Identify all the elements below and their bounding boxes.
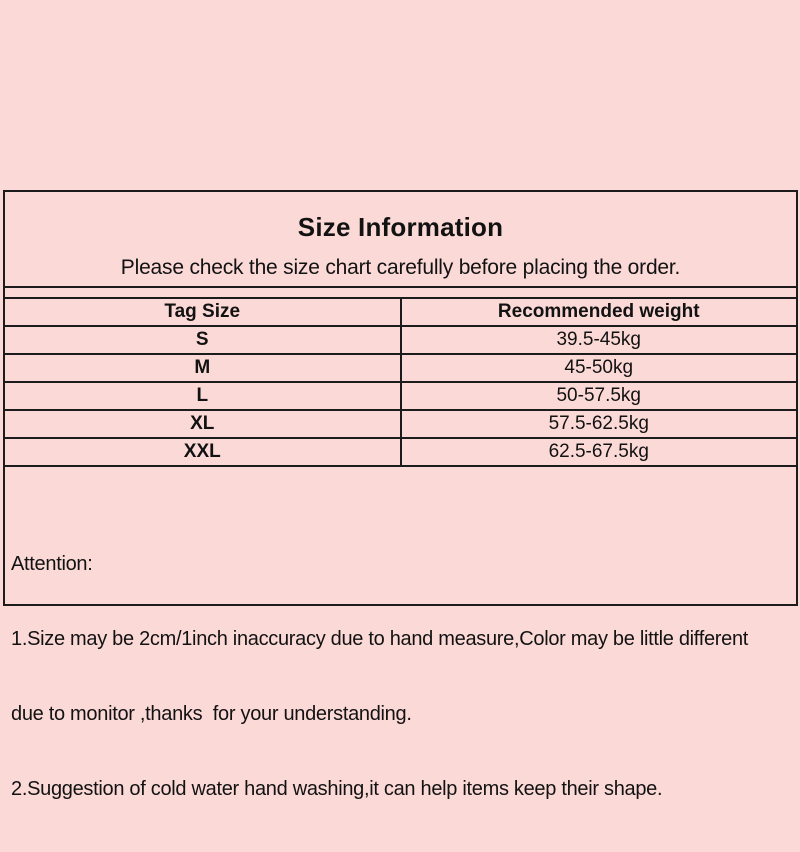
attention-note-line: 1.Size may be 2cm/1inch inaccuracy due to hand measure,Color may be little different [11,628,749,650]
tag-size-value: XL [5,410,401,438]
tag-size-value: M [5,354,401,382]
page-subtitle: Please check the size chart carefully before placing the order. [120,256,681,279]
attention-note-line: due to monitor ,thanks for your understanding. [11,703,412,725]
weight-range-value: 62.5-67.5kg [401,438,797,466]
tag-size-value: S [5,326,401,354]
size-info-panel [3,190,798,800]
tag-size-value: XXL [5,438,401,466]
column-header-recommended-weight: Recommended weight [401,298,797,326]
table-row-s [5,326,796,354]
tag-size-value: L [5,382,401,410]
column-header-tag-size: Tag Size [5,298,401,326]
table-row-xxl [5,438,796,466]
attention-notes [5,467,796,852]
table-row-l [5,382,796,410]
attention-note-line: 2.Suggestion of cold water hand washing,it can help items keep their shape. [11,778,663,800]
weight-range-value: 45-50kg [401,354,797,382]
size-table-header-row [5,298,796,326]
attention-heading: Attention: [11,553,93,575]
panel-header [5,192,796,288]
page-title: Size Information [297,212,504,242]
table-row-xl [5,410,796,438]
weight-range-value: 39.5-45kg [401,326,797,354]
header-table-gap [5,288,796,297]
size-table [5,297,796,467]
table-row-m [5,354,796,382]
weight-range-value: 50-57.5kg [401,382,797,410]
weight-range-value: 57.5-62.5kg [401,410,797,438]
